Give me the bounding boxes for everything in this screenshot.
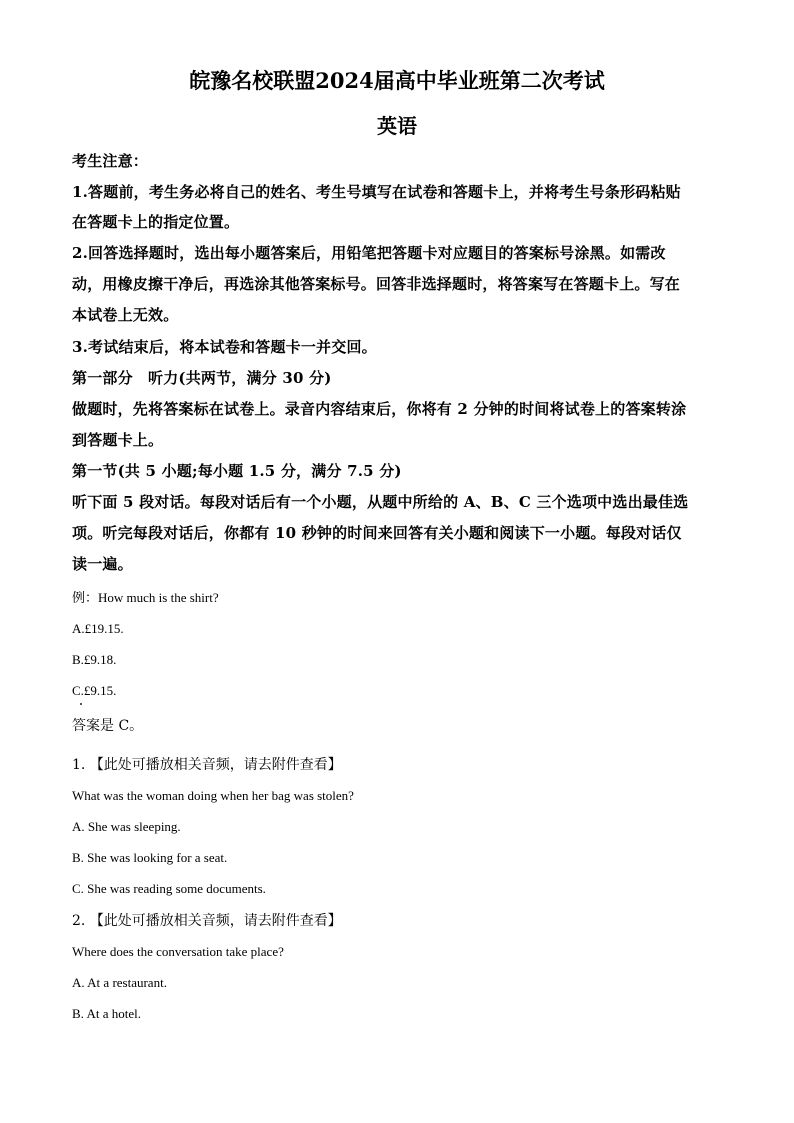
- notice-item-2-line-2: 动，用橡皮擦干净后，再选涂其他答案标号。回答非选择题时，将答案写在答题卡上。写在: [72, 275, 681, 293]
- example-option-b: B.£9.18.: [72, 652, 117, 667]
- part-1-intro-line-2: 到答题卡上。: [72, 431, 164, 449]
- notice-item-3: 3.考试结束后，将本试卷和答题卡一并交回。: [72, 338, 377, 356]
- question-2-text: Where does the conversation take place?: [72, 944, 284, 959]
- example-answer: 答案是 C。: [72, 718, 144, 734]
- section-1-instructions-line-2: 项。听完每段对话后，你都有 10 秒钟的时间来回答有关小题和阅读下一小题。每段对话仅: [72, 524, 682, 542]
- question-1-text: What was the woman doing when her bag was stolen?: [72, 788, 354, 803]
- question-2-option-a: A. At a restaurant.: [72, 975, 167, 990]
- example-option-a: A.£19.15.: [72, 621, 124, 636]
- question-2-audio-note: 2. 【此处可播放相关音频，请去附件查看】: [72, 913, 342, 929]
- exam-subject: 英语: [377, 114, 417, 138]
- question-1-audio-note: 1. 【此处可播放相关音频，请去附件查看】: [72, 757, 342, 773]
- part-1-intro-line-1: 做题时，先将答案标在试卷上。录音内容结束后，你将有 2 分钟的时间将试卷上的答案转涂: [72, 400, 687, 418]
- section-1-heading: 第一节(共 5 小题;每小题 1.5 分，满分 7.5 分): [72, 462, 402, 480]
- exam-title: 皖豫名校联盟2024届高中毕业班第二次考试: [189, 68, 605, 93]
- question-1-option-b: B. She was looking for a seat.: [72, 850, 228, 865]
- question-1-option-a: A. She was sleeping.: [72, 819, 181, 834]
- part-1-heading: 第一部分 听力(共两节，满分 30 分): [72, 369, 332, 387]
- notice-item-1-line-1: 1.答题前，考生务必将自己的姓名、考生号填写在试卷和答题卡上，并将考生号条形码粘贴: [72, 183, 681, 201]
- section-1-instructions-line-1: 听下面 5 段对话。每段对话后有一个小题，从题中所给的 A、B、C 三个选项中选出最佳选: [72, 493, 689, 511]
- notice-item-2-line-1: 2.回答选择题时，选出每小题答案后，用铅笔把答题卡对应题目的答案标号涂黑。如需改: [72, 244, 666, 262]
- notice-heading: 考生注意：: [72, 152, 149, 170]
- notice-item-1-line-2: 在答题卡上的指定位置。: [72, 213, 240, 231]
- section-1-instructions-line-3: 读一遍。: [72, 555, 133, 573]
- stray-dot-mark: [80, 703, 82, 705]
- example-question: 例：How much is the shirt?: [72, 590, 219, 605]
- example-option-c: C.£9.15.: [72, 683, 117, 698]
- question-2-option-b: B. At a hotel.: [72, 1006, 141, 1021]
- notice-item-2-line-3: 本试卷上无效。: [72, 306, 179, 324]
- question-1-option-c: C. She was reading some documents.: [72, 881, 266, 896]
